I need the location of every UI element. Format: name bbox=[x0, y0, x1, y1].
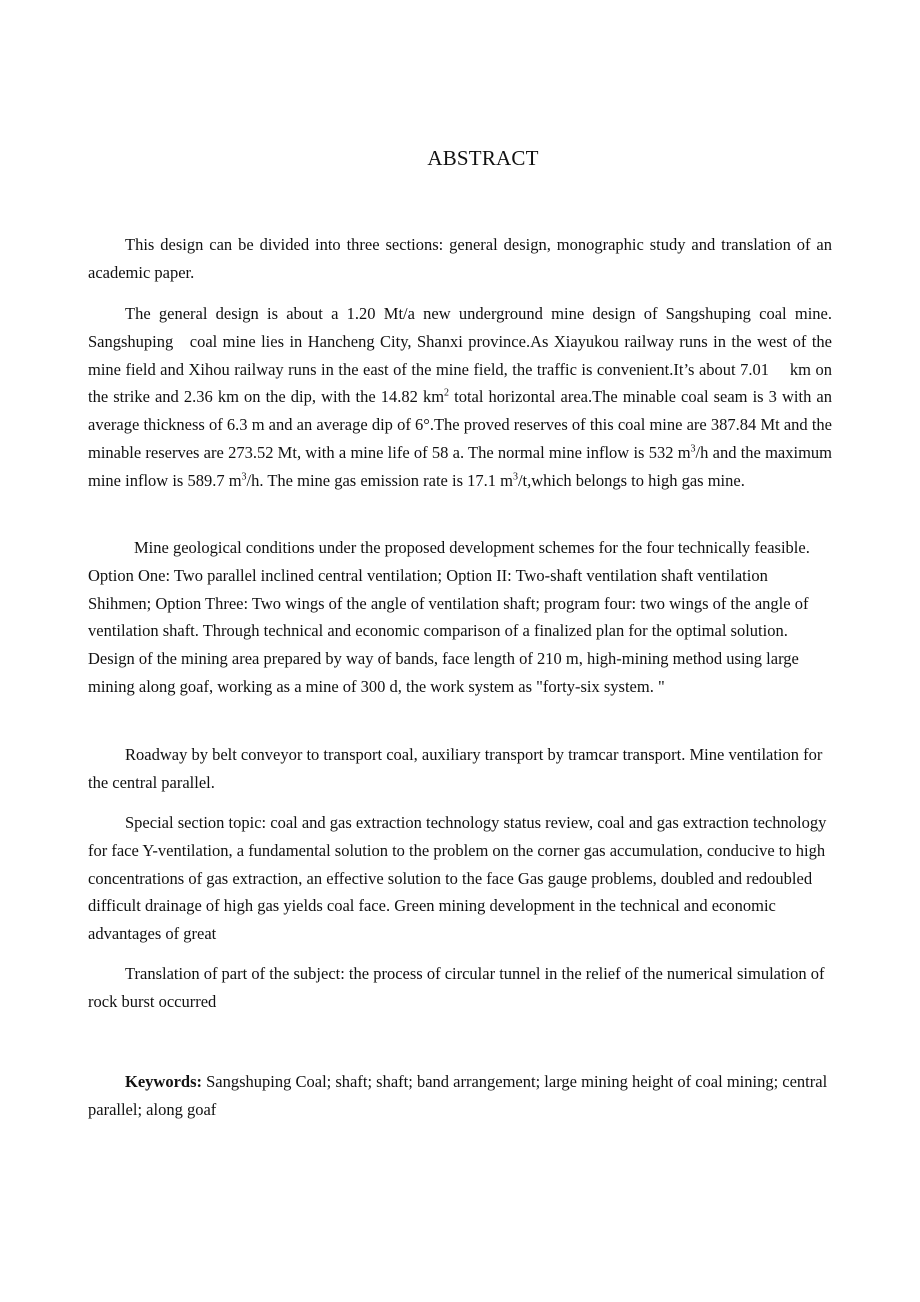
paragraph-translation: Translation of part of the subject: the process of circular tunnel in the relief of the numerical simulation of rock burst occurred bbox=[88, 964, 825, 1011]
paragraph-development-schemes: Mine geological conditions under the proposed development schemes for the four technically feasible. Option One: Two parallel inclined central ventilation; Option II: Two-shaft ventilation shaft ventilation Shihmen; Option Three: Two wings of the angle of ventilation shaft; program four: two wings of the angle of ventilation shaft. Through technical and economic comparison of a finalized plan for the optimal solution. Design of the mining area prepared by way of bands, face length of 210 m, high-mining method using large mining along goaf, working as a mine of 300 d, the work system as "forty-six system. " bbox=[88, 538, 810, 696]
paragraph-sections: This design can be divided into three sections: general design, monographic study and translation of an academic paper. bbox=[88, 235, 832, 282]
superscript: 3 bbox=[241, 471, 247, 483]
text-segment: The general design is about a 1.20 Mt/a new underground mine design of Sangshuping coal mine. Sangshuping coal mine lies in Hancheng City, Shanxi province.As Xiayukou railway runs in the west of the mine field and Xihou railway runs in the east of the mine field, the traffic is convenient.It’s about 7.01 km on the strike and 2.36 km on the dip, with the 14.82 km bbox=[88, 304, 832, 407]
superscript: 3 bbox=[512, 471, 518, 483]
text-segment: /h and the maximum mine inflow is 589.7 m bbox=[88, 442, 832, 490]
page-title: ABSTRACT bbox=[427, 146, 539, 170]
text-segment: total horizontal area.The minable coal seam is 3 with an average thickness of 6.3 m and an average dip of 6°.The proved reserves of this coal mine are 387.84 Mt and the minable reserves are 273.52 Mt, with a mine life of 58 a. The normal mine inflow is 532 m bbox=[88, 387, 832, 462]
paragraph-general-design bbox=[88, 300, 832, 495]
keywords-text: Sangshuping Coal; shaft; shaft; band arrangement; large mining height of coal mining; central parallel; along goaf bbox=[88, 1072, 828, 1119]
keywords-line bbox=[88, 1068, 832, 1124]
paragraph-special-topic: Special section topic: coal and gas extraction technology status review, coal and gas extraction technology for face Y-ventilation, a fundamental solution to the problem on the corner gas accumulation, conducive to high concentrations of gas extraction, an effective solution to the face Gas gauge problems, doubled and redoubled difficult drainage of high gas yields coal face. Green mining development in the technical and economic advantages of great bbox=[88, 813, 827, 944]
text-segment: /h. The mine gas emission rate is 17.1 m bbox=[246, 470, 513, 490]
paragraph-transport: Roadway by belt conveyor to transport coal, auxiliary transport by tramcar transport. Mine ventilation for the central parallel. bbox=[88, 745, 823, 792]
superscript: 3 bbox=[690, 443, 696, 455]
text-segment: /t,which belongs to high gas mine. bbox=[517, 470, 745, 490]
superscript: 2 bbox=[444, 387, 450, 399]
keywords-label: Keywords: bbox=[125, 1072, 202, 1091]
